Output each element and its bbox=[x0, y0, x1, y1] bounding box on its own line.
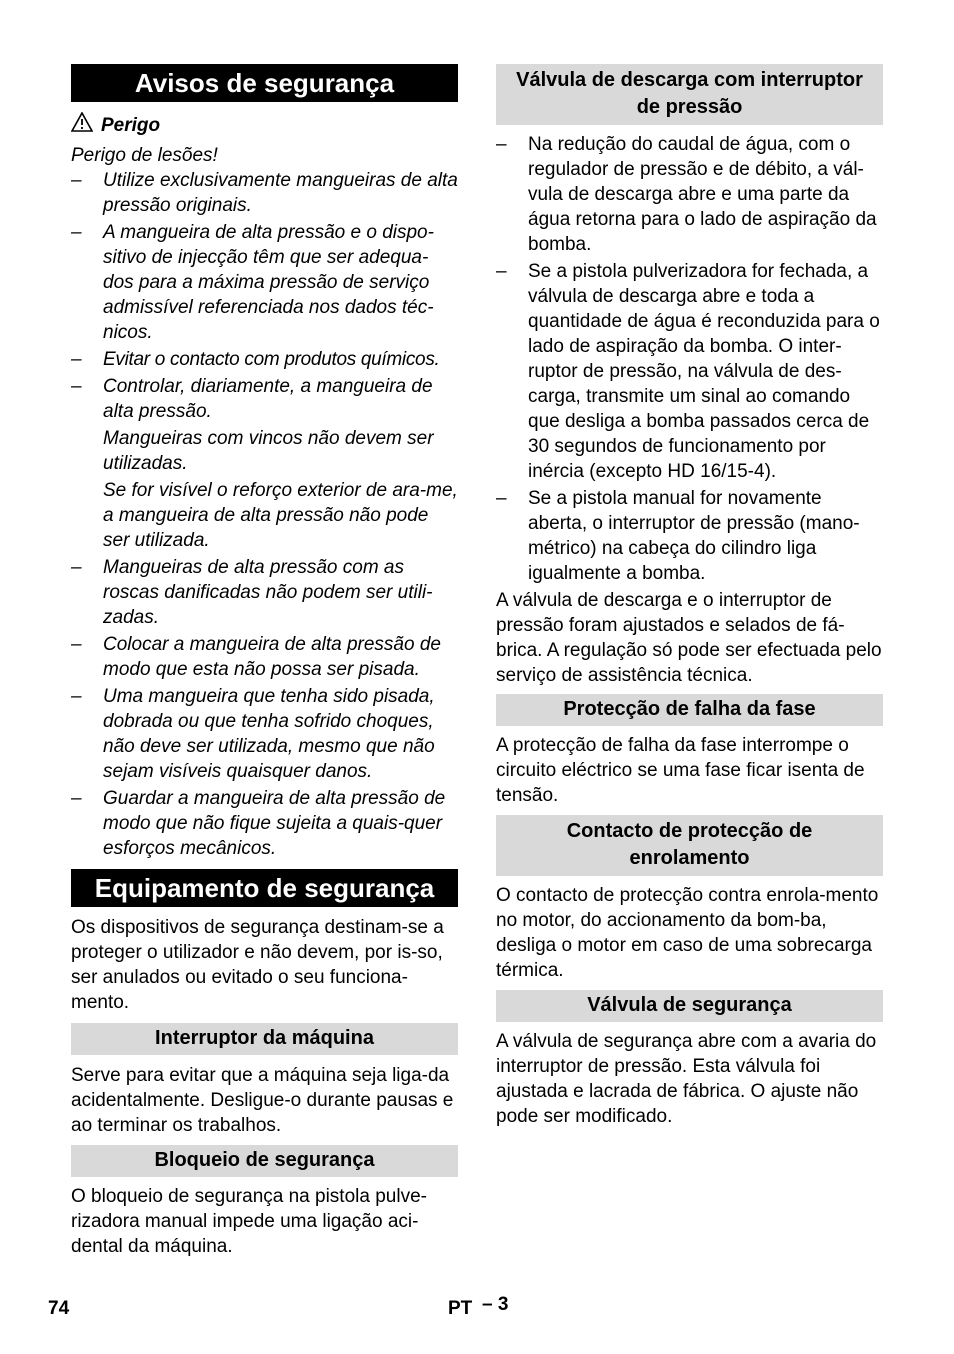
footer-section: – 3 bbox=[482, 1294, 509, 1315]
list-item: – Colocar a mangueira de alta pressão de modo que esta não possa ser pisada. bbox=[71, 634, 441, 680]
danger-list bbox=[71, 168, 458, 861]
list-item: – A mangueira de alta pressão e o dispo-sitivo de injecção têm que ser adequa-dos para a máxima pressão de serviço admissível referenciada nos dados téc-nicos. bbox=[71, 222, 434, 343]
fase-text: A protecção de falha da fase interrompe o circuito eléctrico se uma fase ficar isenta de tensão. bbox=[496, 735, 865, 806]
list-item: – Uma mangueira que tenha sido pisada, dobrada ou que tenha sofrido choques, não deve ser utilizada, mesmo que não sejam visíveis quaisquer danos. bbox=[71, 686, 435, 782]
list-item: – Se a pistola pulverizadora for fechada, a válvula de descarga abre e toda a quantidade de água é reconduzida para o lado de aspiração da bomba. O inter-ruptor de pressão, na válvula de des-carga, transmite um sinal ao comando que desliga a bomba passados cerca de 30 segundos de funcionamento por inércia (excepto HD 16/15-4). bbox=[496, 261, 880, 482]
valvula-seguranca-text: A válvula de segurança abre com a avaria do interruptor de pressão. Esta válvula foi ajustada e lacrada de fábrica. O ajuste não pode ser modificado. bbox=[496, 1031, 877, 1127]
bloqueio-text: O bloqueio de segurança na pistola pulve-rizadora manual impede uma ligação aci-dental da máquina. bbox=[71, 1186, 427, 1257]
valvula-descarga-text: A válvula de descarga e o interruptor de pressão foram ajustados e selados de fá-brica. A regulação só pode ser efectuada pelo serviço de assistência técnica. bbox=[496, 590, 882, 686]
list-item: – Guardar a mangueira de alta pressão de modo que não fique sujeita a quais-quer esforços mecânicos. bbox=[71, 788, 446, 859]
list-item: – Evitar o contacto com produtos químicos. bbox=[71, 349, 440, 370]
page-number: 74 bbox=[48, 1298, 70, 1319]
fase-heading: Protecção de falha da fase bbox=[496, 694, 883, 726]
warning-label: Perigo bbox=[101, 115, 161, 136]
list-item: – Controlar, diariamente, a mangueira de alta pressão. bbox=[71, 376, 433, 422]
bloqueio-heading: Bloqueio de segurança bbox=[71, 1145, 458, 1177]
avisos-heading: Avisos de segurança bbox=[71, 64, 458, 102]
contacto-heading: Contacto de protecção de enrolamento bbox=[496, 815, 883, 876]
equipamento-text: Os dispositivos de segurança destinam-se a proteger o utilizador e não devem, por is-so, ser anulados ou evitado o seu funciona-mento. bbox=[71, 917, 444, 1013]
list-item: – Se a pistola manual for novamente aberta, o interruptor de pressão (mano-métrico) na cabeça do cilindro liga igualmente a bomba. bbox=[496, 488, 860, 584]
valvula-list bbox=[496, 132, 883, 586]
interruptor-heading: Interruptor da máquina bbox=[71, 1023, 458, 1055]
left-column bbox=[71, 64, 458, 1259]
danger-intro: Perigo de lesões! bbox=[71, 145, 218, 166]
warning-label-row bbox=[71, 112, 458, 139]
valvula-seguranca-heading: Válvula de segurança bbox=[496, 990, 883, 1022]
list-item: – Mangueiras de alta pressão com as roscas danificadas não podem ser utili-zadas. bbox=[71, 557, 433, 628]
right-column bbox=[496, 64, 883, 1129]
interruptor-text: Serve para evitar que a máquina seja liga-da acidentalmente. Desligue-o durante pausas e ao terminar os trabalhos. bbox=[71, 1065, 454, 1136]
equipamento-heading: Equipamento de segurança bbox=[71, 869, 458, 907]
list-item: – Na redução do caudal de água, com o regulador de pressão e de débito, a vál-vula de descarga abre e uma parte da água retorna para o lado de aspiração da bomba. bbox=[496, 134, 877, 255]
warning-triangle-icon bbox=[71, 112, 93, 139]
contacto-text: O contacto de protecção contra enrola-mento no motor, do accionamento da bom-ba, desliga o motor em caso de uma sobrecarga térmica. bbox=[496, 885, 879, 981]
valvula-descarga-heading: Válvula de descarga com interruptor de pressão bbox=[496, 64, 883, 125]
list-subparagraph: Se for visível o reforço exterior de ara-me, a mangueira de alta pressão não pode ser utilizada. bbox=[103, 480, 458, 551]
footer-language: PT bbox=[448, 1298, 473, 1319]
list-subparagraph: Mangueiras com vincos não devem ser utilizadas. bbox=[103, 428, 434, 474]
list-item: – Utilize exclusivamente mangueiras de alta pressão originais. bbox=[71, 170, 458, 216]
